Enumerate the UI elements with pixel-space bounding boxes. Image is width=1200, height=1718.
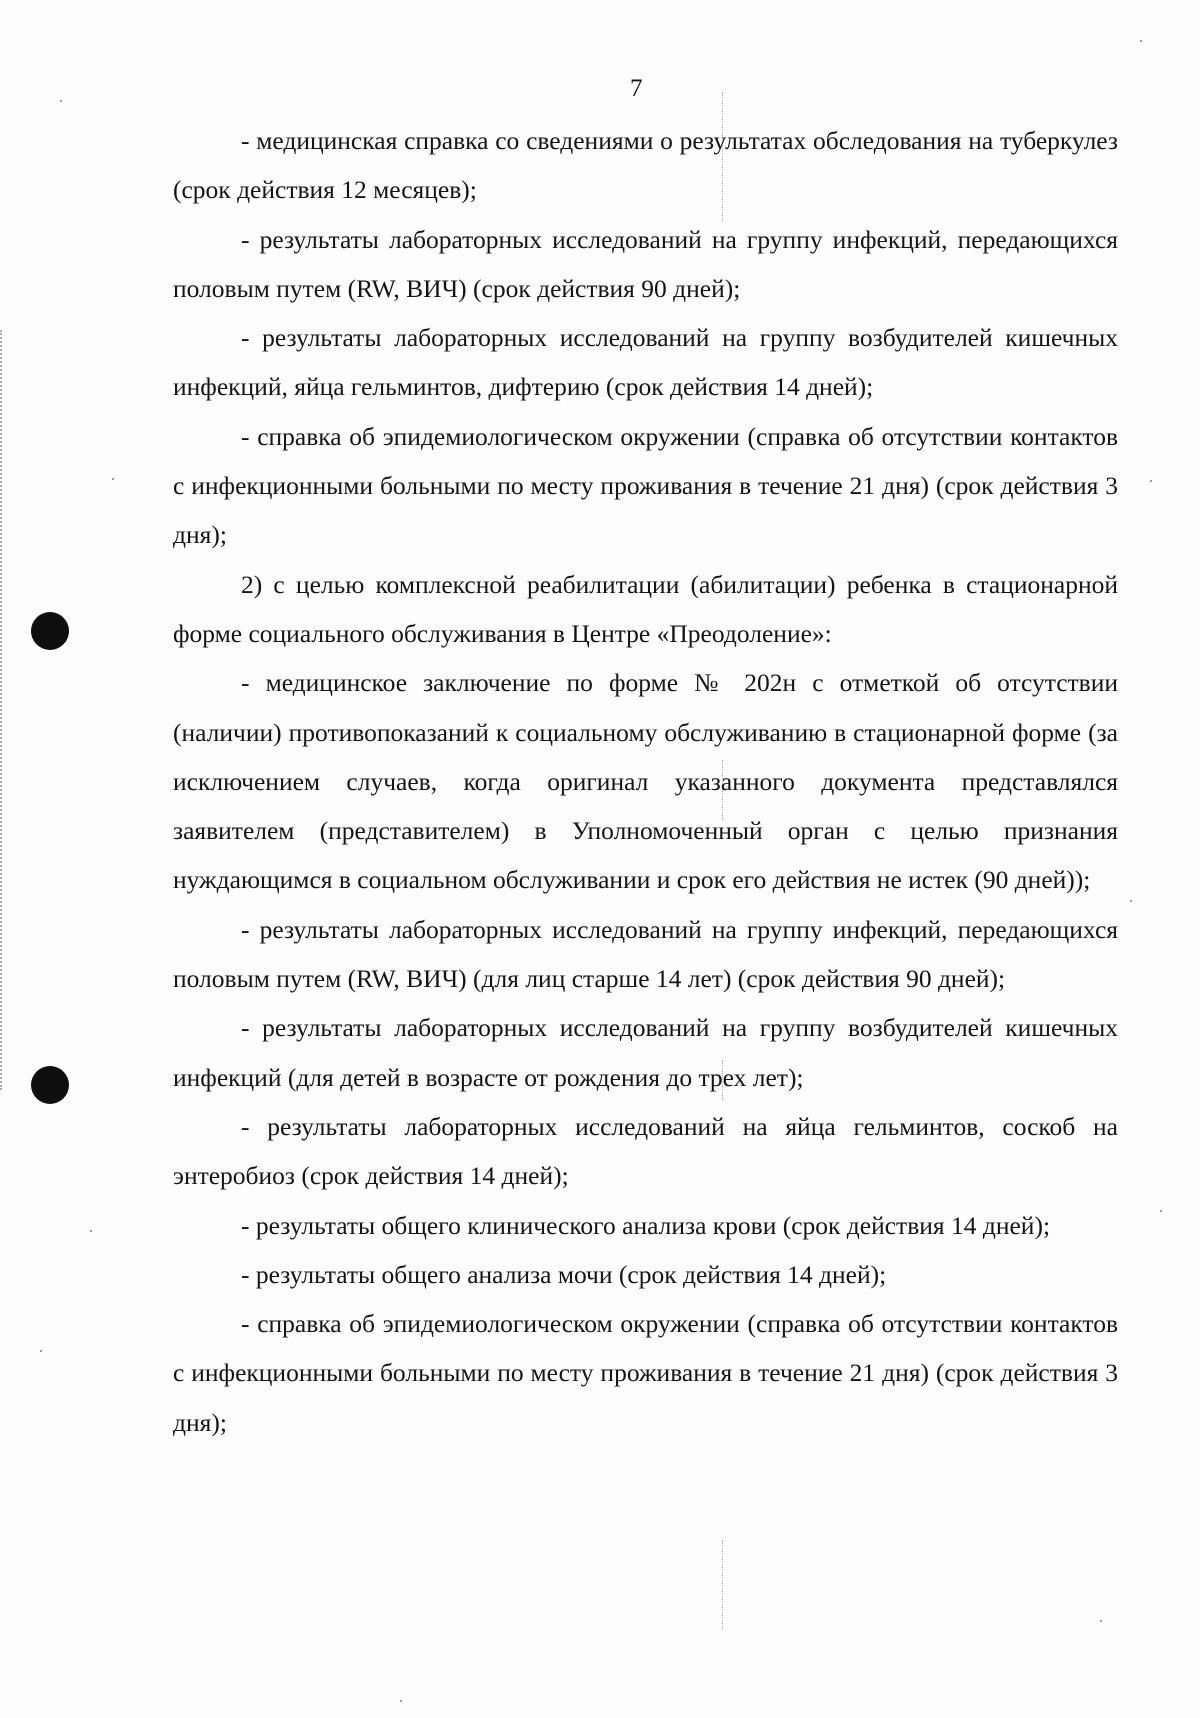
- punch-hole-top: [31, 612, 69, 650]
- punch-hole-bottom: [31, 1066, 69, 1104]
- scan-speck: [60, 100, 62, 102]
- page-number: 7: [630, 75, 643, 102]
- paragraph: 2) с целью комплексной реабилитации (абилитации) ребенка в стационарной форме социального обслуживания в Центре «Преодоление»:: [173, 569, 1118, 648]
- paragraph: - результаты общего анализа мочи (срок действия 14 дней);: [241, 1259, 887, 1289]
- scan-speck: [90, 1230, 92, 1232]
- scan-speck: [1100, 1620, 1102, 1622]
- scan-speck: [112, 478, 114, 480]
- scan-speck: [1130, 900, 1132, 902]
- scan-speck: [1160, 1210, 1162, 1212]
- paragraph: - результаты лабораторных исследований на группу инфекций, передающихся половым путем (RW, ВИЧ) (срок действия 90 дней);: [173, 224, 1118, 303]
- paragraph: - результаты лабораторных исследований на группу инфекций, передающихся половым путем (RW, ВИЧ) (для лиц старше 14 лет) (срок действия 90 дней);: [173, 914, 1118, 994]
- scan-speck: [40, 1350, 42, 1352]
- scan-margin-dots: [0, 330, 6, 1090]
- scan-speck: [1150, 480, 1152, 482]
- paragraph: - результаты лабораторных исследований на группу возбудителей кишечных инфекций (для детей в возрасте от рождения до трех лет);: [173, 1013, 1118, 1092]
- paragraph: - результаты лабораторных исследований на яйца гельминтов, соскоб на энтеробиоз (срок действия 14 дней);: [173, 1111, 1118, 1191]
- paragraph: - медицинское заключение по форме № 202н с отметкой об отсутствии (наличии) противопоказаний к социальному обслуживанию в стационарной форме (за исключением случаев, когда оригинал указанного документа представлялся заявителем (представителем) в Уполномоченный орган с целью признания нуждающимся в социальном обслуживании и срок его действия не истек (90 дней));: [173, 668, 1118, 895]
- paragraph: - результаты общего клинического анализа крови (срок действия 14 дней);: [241, 1210, 1051, 1240]
- document-body: [173, 116, 1118, 1447]
- paragraph: - справка об эпидемиологическом окружении (справка об отсутствии контактов с инфекционными больными по месту проживания в течение 21 дня) (срок действия 3 дня);: [173, 1309, 1118, 1437]
- scan-speck: [400, 1700, 402, 1702]
- paragraph: - медицинская справка со сведениями о результатах обследования на туберкулез (срок действия 12 месяцев);: [173, 126, 1118, 205]
- paragraph: - справка об эпидемиологическом окружении (справка об отсутствии контактов с инфекционными больными по месту проживания в течение 21 дня) (срок действия 3 дня);: [173, 421, 1118, 550]
- paragraph: - результаты лабораторных исследований на группу возбудителей кишечных инфекций, яйца гельминтов, дифтерию (срок действия 14 дней);: [173, 323, 1118, 402]
- scan-speck: [1140, 40, 1142, 42]
- scan-fold-line-bottom: [722, 1540, 723, 1630]
